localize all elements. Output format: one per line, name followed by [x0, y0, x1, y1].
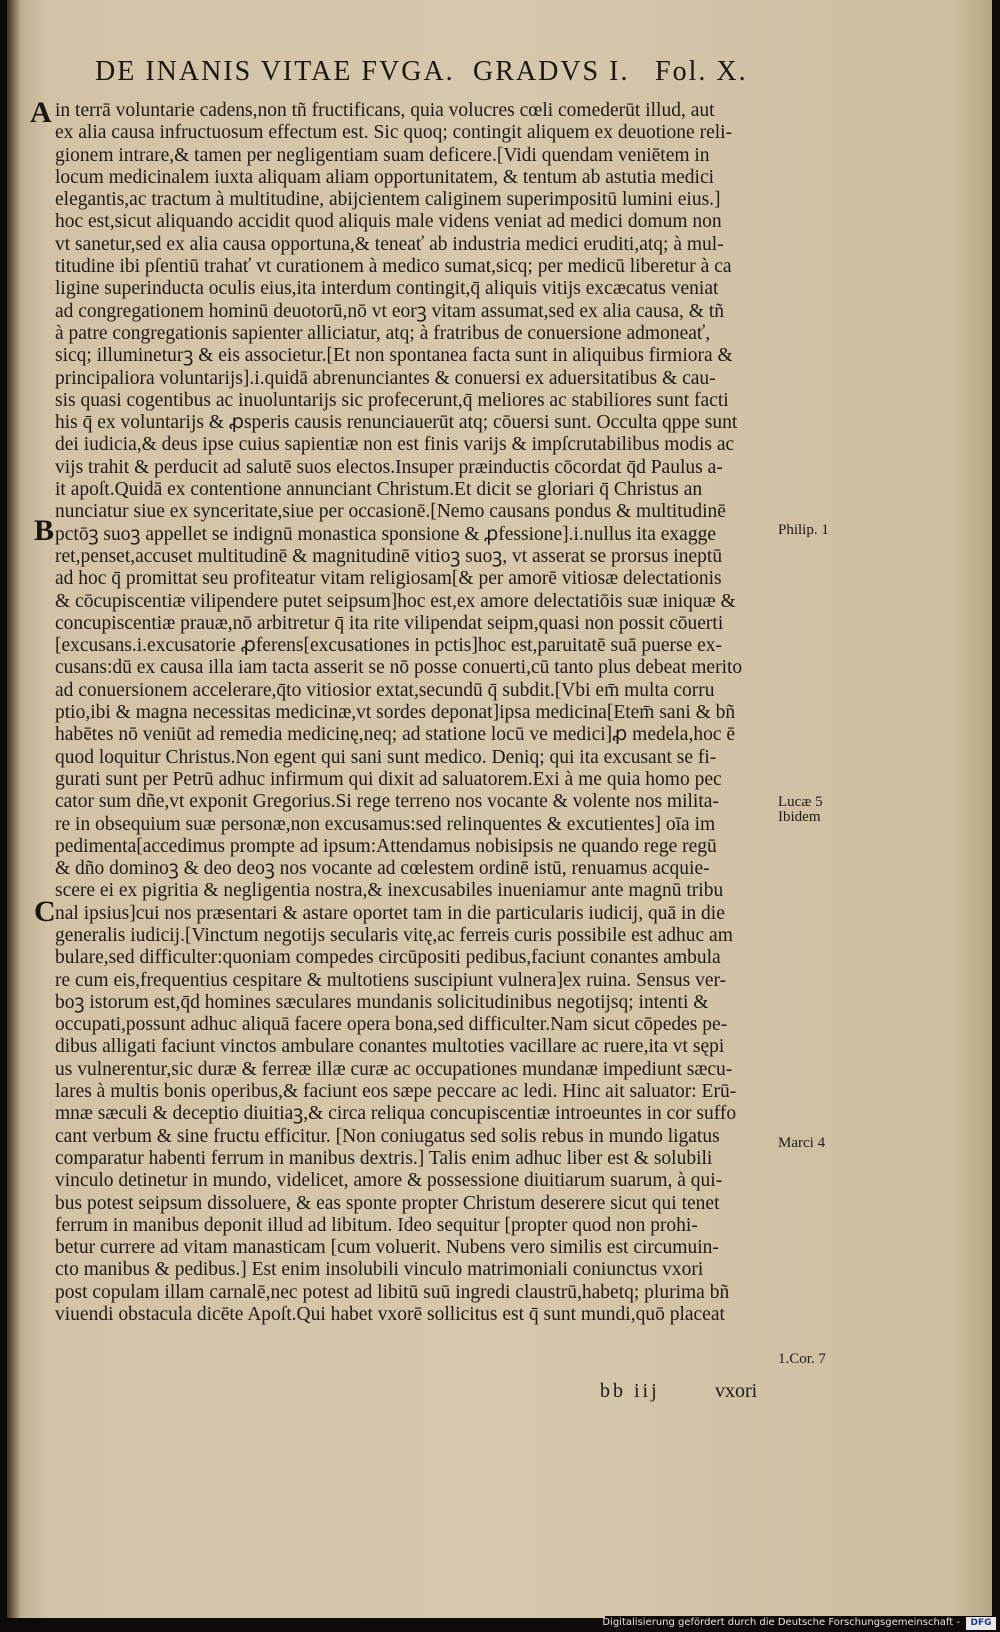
text-line: & cōcupiscentiæ vilipendere putet seipsum]hoc est,ex amore delectatiōis suæ iniquæ &: [55, 590, 736, 612]
folio-number: Fol. X.: [655, 56, 748, 87]
text-line: vinculo detinetur in mundo, videlicet, amore & possessione diuitiarum suarum, à qui-: [55, 1170, 723, 1192]
header-gradus: GRADVS I.: [473, 56, 630, 87]
marginal-note: Marci 4: [778, 1135, 826, 1151]
text-line: ligine superinducta oculis eius,ita interdum contingit,q̄ aliquis vitijs excæcatus veniat: [55, 278, 719, 300]
text-line: ad hoc q̄ promittat seu profiteatur vitam religiosam[& per amorē vitiosæ delectationis: [55, 568, 722, 590]
text-line: ad conuersionem accelerare,q̄to vitiosior extat,secundū q̄ subdit.[Vbi em̄ multa corru: [55, 679, 715, 701]
text-line: betur currere ad vitam manasticam [cum voluerit. Nubens vero similis est circumuin-: [55, 1237, 719, 1259]
text-line: cusans:dū ex causa illa iam tacta asserit se nō posse conuerti,cū tanto plus debeat merito: [55, 657, 743, 679]
section-marker-a: A: [30, 96, 52, 129]
text-line: sis quasi cogentibus ac inuoluntarijs sic profecerunt,q̄ meliores ac stabiliores sunt facti: [55, 389, 729, 411]
text-line: elegantis,ac tractum à multitudine, abijcientem caliginem superimpositū lumini eius.]: [55, 189, 721, 211]
text-line: à patre congregationis sapienter alliciatur, atq; à fratribus de conuersione admoneať,: [55, 322, 711, 344]
text-line: quod loquitur Christus.Non egent qui sani sunt medico. Deniq; qui ita excusant se fi-: [55, 746, 717, 768]
header-title: DE INANIS VITAE FVGA.: [95, 56, 455, 87]
text-line: gurati sunt per Petrū adhuc infirmum qui dixit ad saluatorem.Exi à me quia homo pec: [55, 768, 722, 790]
text-line: scere ei ex pigritia & negligentia nostra,& inexcusabiles inueniamur ante magnū tribu: [55, 880, 724, 902]
running-header: [95, 56, 755, 88]
text-line: cant verbum & sine fructu efficitur. [Non coniugatus sed solis rebus in mundo ligatus: [55, 1125, 720, 1147]
dfg-logo-icon: DFG: [966, 1617, 996, 1630]
text-line: nal ipsius]cui nos præsentari & astare oportet tam in die particularis iudicij, quā in die: [55, 902, 725, 924]
text-line: [excusans.i.excusatorie ꝓferens[excusationes in pctis]hoc est,paruitatē suā puerse ex-: [55, 635, 723, 657]
section-marker-c: C: [34, 895, 56, 928]
text-line: sicq; illumineturꝫ & eis associetur.[Et non spontanea facta sunt in aliquibus firmiora &: [55, 345, 733, 367]
text-line: boꝫ istorum est,q̄d homines sæculares mundanis solicitudinibus negotijsq; intenti &: [55, 991, 709, 1013]
text-line: titudine ibi pſentiū trahať vt curationem à medico sumat,sicq; per medicū liberetur à ca: [55, 256, 732, 278]
text-line: viuendi obstacula dicēte Apoſt.Qui habet vxorē sollicitus est q̄ sunt mundi,quō placeat: [55, 1304, 725, 1326]
text-line: ret,penset,accuset multitudinē & magnitudinē vitioꝫ suoꝫ, vt asserat se prorsus ineptū: [55, 545, 723, 567]
text-line: pctōꝫ suoꝫ appellet se indignū monastica sponsione & ꝓfessione].i.nullus ita exagge: [55, 523, 716, 545]
text-line: cto manibus & pedibus.] Est enim insolubili vinculo matrimoniali coniunctus vxori: [55, 1259, 704, 1281]
text-line: vijs trahit & perducit ad salutē suos electos.Insuper præinductis cōcordat q̄d Paulus a-: [55, 456, 723, 478]
text-line: bulare,sed difficulter:quoniam compedes circūpositi pedibus,faciunt conantes ambula: [55, 947, 721, 969]
marginal-note: 1.Cor. 7: [778, 1351, 826, 1367]
text-line: re cum eis,frequentius cespitare & multotiens suscipiunt vulnera]ex ruina. Sensus ver-: [55, 969, 727, 991]
text-line: hoc est,sicut aliquando accidit quod aliquis male videns veniat ad medici domum non: [55, 211, 722, 233]
text-line: ptio,ibi & magna necessitas medicinæ,vt sordes deponat]ipsa medicina[Etem̄ sani & bñ: [55, 702, 736, 724]
text-line: & dño dominoꝫ & deo deoꝫ nos vocante ad cœlestem ordinē istū, renuamus acquie-: [55, 858, 710, 880]
page-gutter: [7, 0, 21, 1618]
marginal-note: Philip. 1: [778, 522, 829, 538]
body-text: [55, 100, 775, 1326]
text-line: occupati,possunt adhuc aliquā facere opera bona,sed difficulter.Nam sicut cōpedes pe-: [55, 1014, 728, 1036]
text-line: lares à multis bonis operibus,& faciunt eos sæpe peccare ac ledi. Hinc ait saluator: Erū-: [55, 1081, 737, 1103]
text-line: pedimenta[accedimus prompte ad ipsum:Attendamus nobisipsis ne quando rege regū: [55, 835, 717, 857]
footer-credit: Digitalisierung gefördert durch die Deutsche Forschungsgemeinschaft -: [602, 1617, 960, 1628]
text-line: his q̄ ex voluntarijs & ꝓsperis causis renunciauerūt atq; cōuersi sunt. Occulta qppe sunt: [55, 412, 738, 434]
text-line: post copulam illam carnalē,nec potest ad libitū suū ingredi claustrū,habetq; plurima bñ: [55, 1281, 730, 1303]
text-line: nunciatur siue ex synceritate,siue per occasionē.[Nemo causans pondus & multitudinē: [55, 501, 726, 523]
page-foot: [600, 1380, 780, 1404]
text-line: us vulnerentur,sic duræ & ferreæ illæ curæ ac occupationes mundanæ impediunt sæcu-: [55, 1058, 733, 1080]
text-line: it apoſt.Quidā ex contentione annunciant Christum.Et dicit se gloriari q̄ Christus an: [55, 479, 703, 501]
text-line: gionem intrare,& tamen per negligentiam suam deficere.[Vidi quendam veniētem in: [55, 144, 710, 166]
text-line: comparatur habenti ferrum in manibus dextris.] Talis enim adhuc liber est & solubili: [55, 1147, 713, 1169]
text-line: concupiscentiæ prauæ,nō arbitretur q̄ ita rite vilipendat seipm,quasi non possit cōuerti: [55, 612, 724, 634]
marginal-note: Lucæ 5 Ibidem: [778, 794, 823, 825]
text-line: principaliora voluntarijs].i.quidā abrenunciantes & conuersi ex aduersitatibus & cau-: [55, 367, 716, 389]
text-line: dibus alligati faciunt vinctos ambulare conantes multoties vacillare ac ruere,ita vt sępi: [55, 1036, 725, 1058]
text-line: habētes nō veniūt ad remedia medicinę,neq; ad statione locū ve medici]ꝓ medela,hoc ē: [55, 724, 736, 746]
text-line: in terrā voluntarie cadens,non tñ fructificans, quia volucres cœli comederūt illud, aut: [55, 100, 715, 121]
text-line: ad congregationem hominū deuotorū,nō vt eorꝫ vitam assumat,sed ex alia causa, & tñ: [55, 300, 724, 322]
text-line: re in obsequium suæ personæ,non excusamus:sed relinquentes & excutientes] oīa im: [55, 813, 716, 835]
text-line: bus potest seipsum dissoluere, & eas sponte propter Christum deserere sicut qui tenet: [55, 1192, 720, 1214]
text-line: vt sanetur,sed ex alia causa opportuna,& teneať ab industria medici eruditi,atq; à mul-: [55, 233, 724, 255]
text-line: mnæ sæculi & deceptio diuitiaꝫ,& circa reliqua concupiscentiæ introeuntes in cor suffo: [55, 1103, 737, 1125]
catchword: vxori: [715, 1380, 758, 1402]
text-line: dei iudicia,& deus ipse cuius sapientiæ non est finis varijs & impſcrutabilibus modis ac: [55, 434, 735, 456]
digitization-footer: [602, 1616, 1000, 1632]
signature-mark: bb iij: [600, 1380, 660, 1402]
section-marker-b: B: [34, 514, 55, 547]
text-line: locum medicinalem iuxta aliquam aliam opportunitatem, & tentum ab astutia medici: [55, 166, 715, 188]
text-line: ex alia causa infructuosum effectum est. Sic quoq; contingit aliquem ex deuotione reli-: [55, 122, 733, 144]
text-line: ferrum in manibus deponit illud ad libitum. Ideo sequitur [propter quod non prohi-: [55, 1214, 698, 1236]
text-line: generalis iudicij.[Vinctum negotijs secularis vitę,ac ferreis curis possibile est adhuc am: [55, 924, 733, 946]
text-line: cator sum dñe,vt exponit Gregorius.Si rege terreno nos vocante & volente nos milita-: [55, 791, 719, 813]
